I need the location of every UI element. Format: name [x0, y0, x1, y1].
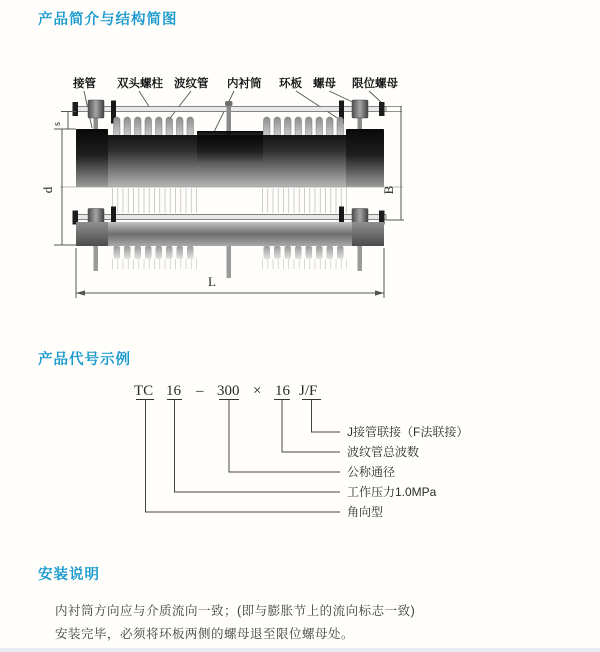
code-connectors [146, 400, 341, 512]
bellows-fin [274, 117, 281, 137]
bellows-fin-lower [177, 246, 184, 259]
bellows-fin-lower [264, 246, 271, 259]
nut-upper-left [88, 100, 104, 118]
bellows-fin [156, 117, 163, 137]
section-title-code: 产品代号示例 [38, 352, 131, 368]
part-label-bellows: 波纹管 [174, 78, 209, 90]
bellows-fin-lower [337, 246, 344, 259]
code-segment-times: × [253, 383, 262, 399]
footer-strip [0, 648, 600, 652]
connector-diameter [229, 400, 340, 472]
code-annotation-diameter: 公称通径 [347, 465, 396, 479]
bellows-fin [285, 117, 292, 137]
lower-shell [76, 222, 384, 246]
limit-nut-upper-left [73, 102, 79, 116]
dim-label-d: d [40, 186, 55, 194]
bellows-fin-lower [316, 246, 323, 259]
bellows-fin-lower [285, 246, 292, 259]
part-label-liner: 内衬筒 [227, 78, 262, 90]
bellows-fin [177, 117, 184, 137]
leader-limit-nut [369, 91, 382, 103]
limit-nut-upper-right [379, 102, 385, 116]
part-label-nut: 螺母 [313, 78, 336, 90]
code-example-diagram [0, 340, 600, 552]
part-label-limit-nut: 限位螺母 [352, 78, 398, 90]
install-line-2: 安装完毕，必须将环板两侧的螺母退至限位螺母处。 [55, 627, 355, 641]
bellows-fin-lower [327, 246, 334, 259]
center-pin-cap [225, 101, 233, 106]
bellows-fin-lower [114, 246, 121, 259]
code-row [134, 383, 317, 399]
bellows-fin-lower [187, 246, 194, 259]
code-annotations [347, 424, 468, 519]
lower-body [76, 222, 384, 246]
code-segment-connection: J/F [299, 383, 318, 399]
stud-lower-left [94, 246, 99, 271]
code-segment-pressure: 16 [166, 383, 181, 399]
pipe-end-right [346, 129, 384, 187]
bellows-fin [114, 117, 121, 137]
install-line-1: 内衬筒方向应与介质流向一致；(即与膨胀节上的流向标志一致) [55, 604, 416, 618]
bellows-fin [145, 117, 152, 137]
lower-pipe-end-right [352, 222, 384, 246]
bellows-fin [316, 117, 323, 137]
bellows-fin-lower [166, 246, 173, 259]
code-segment-dash: – [196, 383, 204, 399]
code-annotation-type: 角向型 [347, 505, 384, 519]
section-title-intro: 产品简介与结构简图 [38, 12, 178, 28]
bellows-fin [135, 117, 142, 137]
connector-connection [312, 400, 341, 432]
part-label-ring-plate: 环板 [279, 78, 302, 90]
bellows-fin-lower [135, 246, 142, 259]
bellows-fin [327, 117, 334, 137]
bellows-fin-lower [295, 246, 302, 259]
dim-l-arrow-right [375, 290, 384, 295]
bellows-fin [264, 117, 271, 137]
dim-label-b: B [381, 185, 396, 195]
connector-pressure [175, 400, 341, 492]
code-segment-waves: 16 [275, 383, 290, 399]
bellows-fin-lower [306, 246, 313, 259]
bellows-fin [166, 117, 173, 137]
code-annotation-connection: J接管联接（F法联接） [347, 425, 469, 439]
bellows-fin [187, 117, 194, 137]
nut-upper-right [352, 100, 368, 118]
bellows-fin [124, 117, 131, 137]
liner-sleeve [197, 131, 263, 163]
part-labels [72, 76, 398, 90]
section-title-install: 安装说明 [38, 567, 100, 583]
upper-body [76, 129, 384, 187]
part-label-stud: 双头螺柱 [117, 78, 163, 90]
dim-label-l: L [208, 274, 216, 289]
code-segment-diameter: 300 [217, 383, 240, 399]
dim-l-arrow-left [76, 290, 85, 295]
code-annotation-pressure: 工作压力1.0MPa [347, 485, 437, 499]
bellows-fin-lower [274, 246, 281, 259]
bellows-fin-lower [145, 246, 152, 259]
center-pin-lower [227, 246, 232, 278]
leader-stud [139, 91, 150, 108]
dim-label-s: s [52, 122, 63, 126]
pipe-end-left [76, 129, 108, 187]
code-segment-type: TC [134, 383, 154, 399]
bellows-fin [306, 117, 313, 137]
bellows-fin-lower [156, 246, 163, 259]
leader-ring-plate [296, 91, 342, 121]
lower-pipe-end-left [76, 222, 108, 246]
hidden-lines [113, 188, 347, 213]
bellows-fin [337, 117, 344, 137]
part-label-pipe: 接管 [73, 78, 96, 90]
center-pin-upper [227, 104, 232, 135]
stud-lower-right [358, 246, 363, 271]
code-annotation-waves: 波纹管总波数 [347, 445, 420, 459]
bellows-fin-lower [124, 246, 131, 259]
bellows-fin [295, 117, 302, 137]
